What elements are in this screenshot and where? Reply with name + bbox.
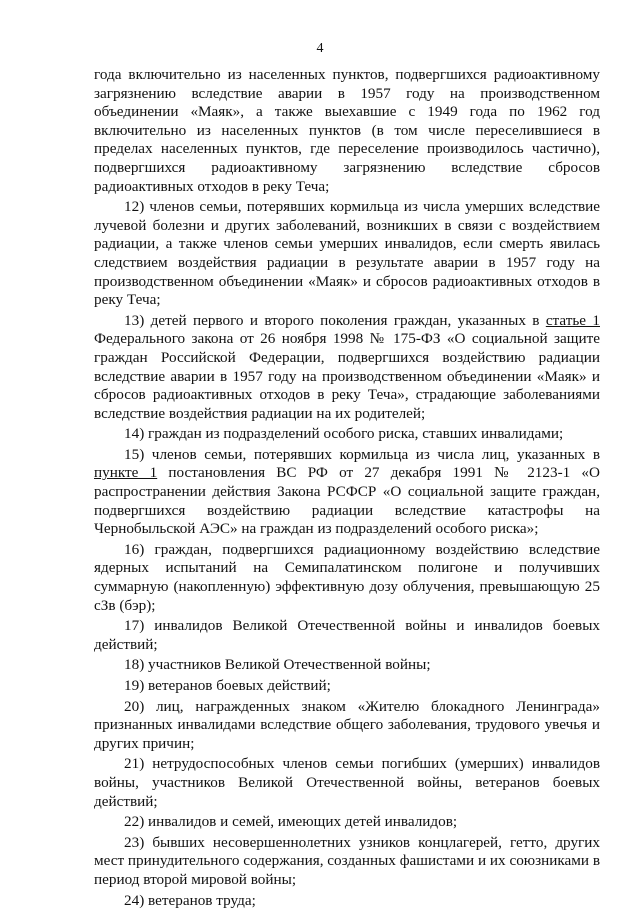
document-body — [94, 66, 600, 912]
list-item-15-text-end: постановления ВС РФ от 27 декабря 1991 № 2123-1 «О распространении действия Закона РСФСР «О социальной защите граждан, подвергшихся воздействию радиации вследствие катастрофы на Чернобыльской АЭС» на граждан из подразделений особого риска»; — [94, 464, 600, 538]
point-1-link[interactable]: пункте 1 — [94, 464, 158, 482]
list-item-18: 18) участников Великой Отечественной войны; — [124, 656, 431, 674]
list-item-13-text-end: Федерального закона от 26 ноября 1998 № 175-ФЗ «О социальной защите граждан Российской Федерации, подвергшихся воздействию радиации вследствие аварии в 1957 году на производственном объединении «Маяк» и сбросов радиоактивных отходов в реку Теча», страдающие заболеваниями вследствие воздействия радиации на их родителей; — [94, 330, 600, 422]
paragraph-continuation: года включительно из населенных пунктов, подвергшихся радиоактивному загрязнению вследствие аварии в 1957 году на производственном объединении «Маяк», а также выехавшие с 1949 года по 1962 год включительно из населенных пунктов (в том числе переселившиеся в пределах населенных пунктов, где переселение производилось частично), подвергшихся радиоактивному загрязнению вследствие сбросов радиоактивных отходов в реку Теча; — [94, 66, 600, 195]
list-item-15 — [94, 446, 600, 539]
list-item-22: 22) инвалидов и семей, имеющих детей инвалидов; — [124, 813, 458, 831]
list-item-20: 20) лиц, награжденных знаком «Жителю блокадного Ленинграда» признанных инвалидами вследствие общего заболевания, трудового увечья и других причин; — [94, 697, 600, 752]
list-item-17: 17) инвалидов Великой Отечественной войны и инвалидов боевых действий; — [94, 617, 600, 653]
article-1-link[interactable]: статье 1 — [545, 311, 600, 329]
list-item-16: 16) граждан, подвергшихся радиационному воздействию вследствие ядерных испытаний на Семипалатинском полигоне и получивших суммарную (накопленную) эффективную дозу облучения, превышающую 25 сЗв (бэр); — [94, 540, 600, 614]
list-item-13-text-start: 13) детей первого и второго поколения граждан, указанных в — [124, 311, 546, 329]
list-item-15-text-start: 15) членов семьи, потерявших кормильца из числа лиц, указанных в — [124, 445, 600, 463]
list-item-12: 12) членов семьи, потерявших кормильца из числа умерших вследствие лучевой болезни и других заболеваний, возникших в связи с воздействием радиации, а также членов семьи умерших инвалидов, если смерть явилась следствием воздействия радиации в результате аварии в 1957 году на производственном объединении «Маяк» и сбросов радиоактивных отходов в реку Теча; — [94, 198, 600, 309]
page-number: 4 — [316, 41, 324, 56]
list-item-24: 24) ветеранов труда; — [124, 891, 256, 909]
list-item-19: 19) ветеранов боевых действий; — [124, 677, 331, 694]
list-item-23: 23) бывших несовершеннолетних узников концлагерей, гетто, других мест принудительного содержания, созданных фашистами и их союзниками в период второй мировой войны; — [94, 833, 600, 888]
list-item-21: 21) нетрудоспособных членов семьи погибших (умерших) инвалидов войны, участников Великой Отечественной войны, ветеранов боевых действий; — [94, 755, 600, 810]
list-item-14: 14) граждан из подразделений особого риска, ставших инвалидами; — [124, 425, 564, 443]
list-item-13 — [94, 312, 600, 424]
